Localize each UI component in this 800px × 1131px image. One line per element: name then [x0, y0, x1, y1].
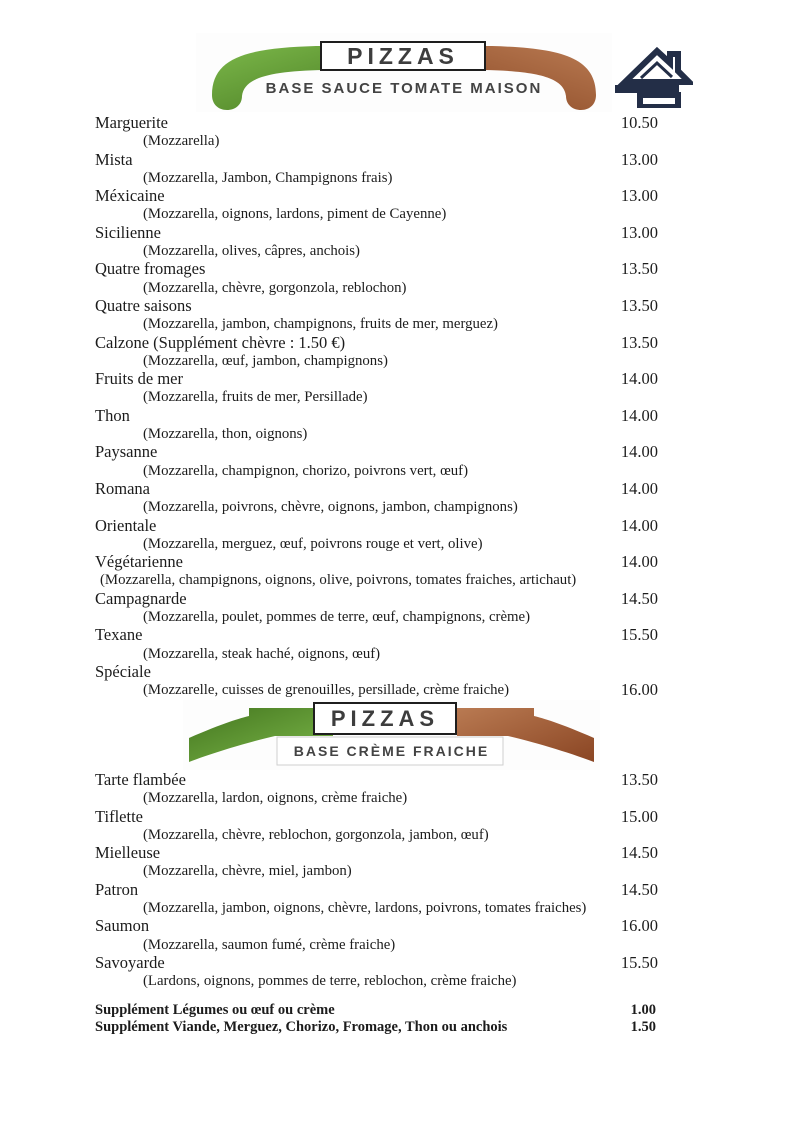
section-banner-tomate — [196, 33, 612, 112]
menu-item-name: Patron — [95, 879, 139, 899]
menu-item-price: 16.00 — [620, 680, 658, 700]
menu-item-price: 14.00 — [620, 515, 658, 535]
menu-item-description: (Mozzarella, poivrons, chèvre, oignons, jambon, champignons) — [143, 499, 518, 516]
menu-item-description: (Mozzarella, poulet, pommes de terre, œuf, champignons, crème) — [143, 609, 531, 626]
menu-item-description: (Mozzarella, thon, oignons) — [143, 426, 308, 443]
menu-item — [95, 297, 658, 315]
menu-item-description-row — [95, 645, 658, 663]
menu-item-description-row — [95, 132, 658, 150]
menu-item-description: (Mozzarella, chèvre, miel, jambon) — [143, 863, 352, 880]
menu-item-description: (Mozzarella, champignons, oignons, olive, poivrons, tomates fraiches, artichaut) — [100, 572, 577, 589]
menu-item-name: Méxicaine — [95, 186, 165, 206]
menu-item — [95, 881, 658, 899]
menu-item-price: 16.00 — [620, 916, 658, 936]
menu-item-name: Marguerite — [95, 113, 169, 132]
menu-item-description: (Mozzarella, steak haché, oignons, œuf) — [143, 645, 381, 662]
supplement-price: 1.00 — [630, 1002, 656, 1018]
menu-item-description-row — [95, 242, 658, 260]
menu-item-description-row — [95, 462, 658, 480]
menu-item-description: (Mozzarella, fruits de mer, Persillade) — [143, 389, 368, 406]
menu-item-price: 13.50 — [620, 295, 658, 315]
menu-item — [95, 407, 658, 425]
menu-item — [95, 224, 658, 242]
menu-item-description-row — [95, 315, 658, 333]
menu-item-description-row — [95, 826, 658, 844]
menu-item-price: 14.50 — [620, 879, 658, 899]
menu-item-name: Campagnarde — [95, 588, 187, 608]
menu-item — [95, 626, 658, 644]
menu-item — [95, 917, 658, 935]
menu-item-description: (Mozzarella, œuf, jambon, champignons) — [143, 352, 388, 369]
menu-item — [95, 844, 658, 862]
menu-item-description: (Mozzarelle, cuisses de grenouilles, persillade, crème fraiche) — [143, 682, 510, 699]
menu-item-description: (Lardons, oignons, pommes de terre, reblochon, crème fraiche) — [143, 973, 517, 990]
menu-item-price: 14.00 — [620, 552, 658, 572]
menu-item-name: Calzone (Supplément chèvre : 1.50 €) — [95, 332, 346, 352]
menu-item-description: (Mozzarella, olives, câpres, anchois) — [143, 243, 360, 260]
menu-item-name: Quatre saisons — [95, 295, 192, 315]
menu-item-description: (Mozzarella) — [143, 133, 220, 150]
menu-item-name: Orientale — [95, 515, 157, 535]
menu-item-name: Végétarienne — [95, 552, 183, 572]
menu-item-description: (Mozzarella, lardon, oignons, crème fraiche) — [143, 790, 408, 807]
menu-item — [95, 517, 658, 535]
supplement-label: Supplément Légumes ou œuf ou crème — [95, 1002, 335, 1018]
menu-item — [95, 663, 658, 681]
menu-item-name: Romana — [95, 478, 150, 498]
menu-list-tomate — [95, 114, 658, 700]
menu-item-price: 13.00 — [620, 222, 658, 242]
banner-subtitle: BASE CRÈME FRAICHE — [293, 743, 490, 759]
menu-item — [95, 334, 658, 352]
menu-item-price: 14.00 — [620, 369, 658, 389]
house-logo-icon — [613, 46, 693, 108]
menu-item-price: 13.50 — [620, 259, 658, 279]
menu-item-description-row — [95, 352, 658, 370]
menu-item-description-row — [95, 388, 658, 406]
menu-item-description: (Mozzarella, Jambon, Champignons frais) — [143, 169, 393, 186]
menu-item-price: 10.50 — [620, 113, 658, 132]
menu-item-description: (Mozzarella, oignons, lardons, piment de Cayenne) — [143, 206, 447, 223]
menu-item-name: Thon — [95, 405, 130, 425]
supplement-row — [95, 1002, 656, 1019]
menu-item-price: 13.50 — [620, 770, 658, 789]
menu-item-name: Savoyarde — [95, 952, 165, 972]
menu-item-name: Mista — [95, 149, 133, 169]
menu-item-description-row — [95, 571, 658, 589]
section-banner-creme — [183, 700, 600, 770]
menu-item-description: (Mozzarella, saumon fumé, crème fraiche) — [143, 936, 396, 953]
menu-item — [95, 114, 658, 132]
menu-item — [95, 187, 658, 205]
menu-item-price: 15.50 — [620, 952, 658, 972]
menu-item — [95, 370, 658, 388]
menu-item — [95, 954, 658, 972]
menu-item-description-row — [95, 608, 658, 626]
menu-item-description: (Mozzarella, jambon, champignons, fruits de mer, merguez) — [143, 316, 498, 333]
menu-item-price: 14.50 — [620, 588, 658, 608]
menu-item-price: 14.00 — [620, 478, 658, 498]
menu-item-description-row — [95, 279, 658, 297]
menu-item-description-row — [95, 899, 658, 917]
banner-title: PIZZAS — [330, 706, 440, 731]
supplement-label: Supplément Viande, Merguez, Chorizo, Fromage, Thon ou anchois — [95, 1018, 508, 1035]
menu-item — [95, 480, 658, 498]
menu-item-price: 15.50 — [620, 625, 658, 645]
menu-item-name: Saumon — [95, 916, 150, 936]
menu-item-name: Fruits de mer — [95, 369, 183, 389]
menu-item-name: Tarte flambée — [95, 770, 186, 789]
menu-item-description: (Mozzarella, jambon, oignons, chèvre, lardons, poivrons, tomates fraiches) — [143, 900, 587, 917]
menu-item-description-row — [95, 498, 658, 516]
banner-title: PIZZAS — [347, 43, 459, 69]
menu-item-description-row — [95, 936, 658, 954]
menu-item-price: 14.00 — [620, 442, 658, 462]
menu-item-name: Tiflette — [95, 806, 143, 826]
menu-item-description-row — [95, 681, 658, 699]
menu-item-name: Quatre fromages — [95, 259, 206, 279]
menu-item-name: Paysanne — [95, 442, 158, 462]
menu-item-price: 15.00 — [620, 806, 658, 826]
menu-item — [95, 808, 658, 826]
menu-item-description-row — [95, 425, 658, 443]
menu-list-creme — [95, 771, 658, 991]
menu-item-description-row — [95, 862, 658, 880]
menu-item — [95, 771, 658, 789]
menu-item-name: Mielleuse — [95, 843, 161, 863]
menu-item-price: 14.50 — [620, 843, 658, 863]
menu-item-price: 13.50 — [620, 332, 658, 352]
banner-title-box — [313, 702, 457, 735]
menu-item-description-row — [95, 972, 658, 990]
banner-subtitle: BASE SAUCE TOMATE MAISON — [265, 80, 543, 97]
menu-item-name: Sicilienne — [95, 222, 161, 242]
menu-item-price: 13.00 — [620, 149, 658, 169]
supplements-block — [95, 1002, 656, 1035]
supplement-price: 1.50 — [630, 1018, 656, 1035]
menu-item-description: (Mozzarella, merguez, œuf, poivrons rouge et vert, olive) — [143, 535, 483, 552]
menu-item — [95, 260, 658, 278]
banner-title-box — [320, 41, 486, 71]
menu-item-description-row — [95, 535, 658, 553]
menu-item — [95, 151, 658, 169]
menu-item-name: Spéciale — [95, 661, 151, 681]
menu-item-description-row — [95, 789, 658, 807]
supplement-row — [95, 1019, 656, 1036]
menu-item-price: 14.00 — [620, 405, 658, 425]
menu-item — [95, 443, 658, 461]
menu-item — [95, 590, 658, 608]
menu-item-name: Texane — [95, 625, 143, 645]
menu-item — [95, 553, 658, 571]
menu-item-price: 13.00 — [620, 186, 658, 206]
menu-item-description: (Mozzarella, chèvre, reblochon, gorgonzola, jambon, œuf) — [143, 826, 489, 843]
menu-item-description-row — [95, 205, 658, 223]
menu-item-description-row — [95, 169, 658, 187]
menu-item-description: (Mozzarella, chèvre, gorgonzola, reblochon) — [143, 279, 407, 296]
menu-item-description: (Mozzarella, champignon, chorizo, poivrons vert, œuf) — [143, 462, 469, 479]
